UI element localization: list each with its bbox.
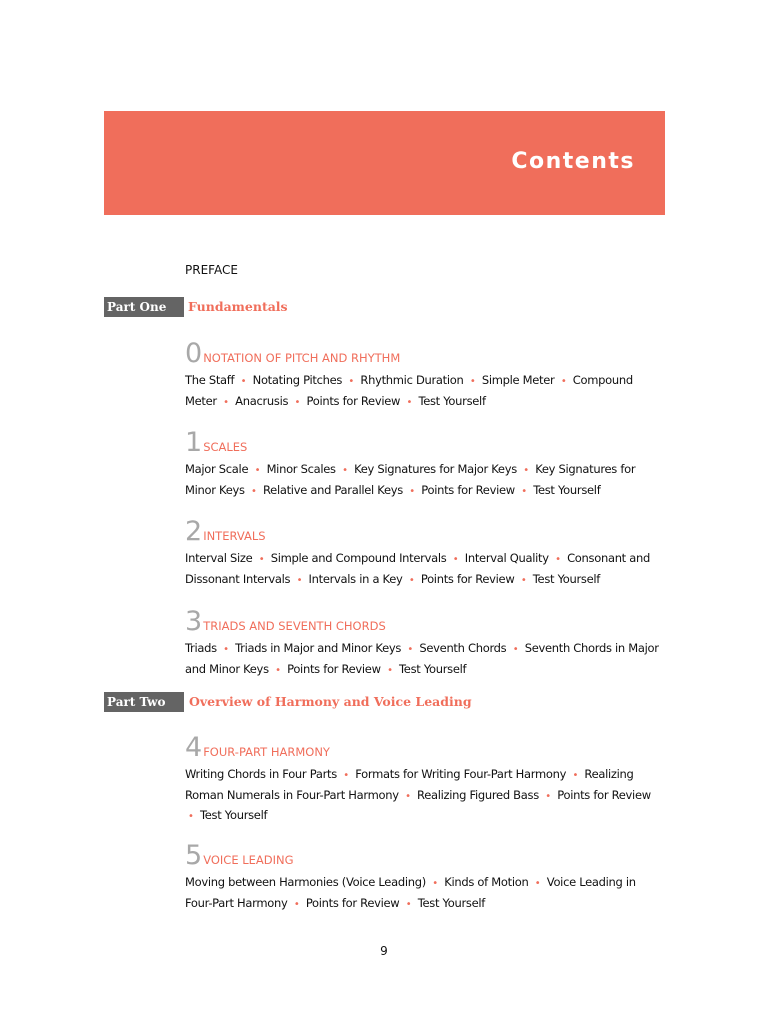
topic-link[interactable]: Voice Leading in Four-Part Harmony bbox=[185, 875, 636, 910]
chapter-topics bbox=[185, 460, 665, 501]
chapter-number: 2 bbox=[185, 516, 203, 547]
topic-link[interactable]: Triads bbox=[185, 641, 217, 655]
bullet-separator: • bbox=[251, 485, 257, 497]
topic-link[interactable]: Points for Review bbox=[557, 787, 651, 802]
chapter-title: SCALES bbox=[203, 440, 248, 454]
bullet-separator: • bbox=[555, 554, 561, 565]
page-title: Contents bbox=[511, 149, 635, 174]
chapter-heading[interactable] bbox=[185, 517, 665, 547]
topic-link[interactable]: Intervals in a Key bbox=[308, 571, 403, 586]
chapter-title: VOICE LEADING bbox=[203, 853, 294, 867]
bullet-separator: • bbox=[520, 574, 527, 586]
chapter-number: 5 bbox=[185, 840, 203, 871]
topic-link[interactable]: Simple and Compound Intervals bbox=[270, 551, 447, 565]
bullet-separator: • bbox=[405, 898, 412, 910]
chapter-topics bbox=[185, 765, 665, 827]
toc-chapter-1 bbox=[185, 428, 665, 501]
topic-link[interactable]: Test Yourself bbox=[533, 482, 601, 497]
chapter-topics bbox=[185, 549, 665, 590]
topic-link[interactable]: Points for Review bbox=[305, 895, 400, 910]
topic-link[interactable]: Points for Review bbox=[420, 571, 515, 586]
toc-entry-preface[interactable]: PREFACE bbox=[185, 263, 238, 277]
chapter-heading[interactable] bbox=[185, 733, 665, 763]
topic-link[interactable]: The Staff bbox=[185, 373, 235, 387]
bullet-separator: • bbox=[512, 644, 519, 655]
bullet-separator: • bbox=[348, 376, 355, 387]
topic-link[interactable]: Test Yourself bbox=[418, 393, 486, 408]
topic-link[interactable]: Moving between Harmonies (Voice Leading) bbox=[185, 875, 426, 889]
topic-link[interactable]: Rhythmic Duration bbox=[360, 373, 464, 387]
contents-banner bbox=[104, 111, 665, 215]
topic-link[interactable]: Compound Meter bbox=[185, 373, 633, 408]
chapter-title: FOUR-PART HARMONY bbox=[203, 745, 330, 759]
bullet-separator: • bbox=[406, 396, 413, 408]
topic-link[interactable]: Relative and Parallel Keys bbox=[263, 482, 403, 497]
bullet-separator: • bbox=[294, 396, 301, 408]
topic-link[interactable]: Key Signatures for Major Keys bbox=[354, 462, 517, 476]
bullet-separator: • bbox=[534, 878, 541, 889]
bullet-separator: • bbox=[342, 465, 348, 476]
bullet-separator: • bbox=[469, 376, 476, 387]
bullet-separator: • bbox=[407, 644, 414, 655]
chapter-number: 1 bbox=[185, 427, 203, 458]
topic-link[interactable]: Minor Scales bbox=[266, 462, 336, 476]
topic-link[interactable]: Realizing Roman Numerals in Four-Part Harmony bbox=[185, 767, 634, 802]
page-number: 9 bbox=[380, 944, 388, 958]
topic-link[interactable]: Test Yourself bbox=[399, 661, 467, 676]
bullet-separator: • bbox=[223, 644, 229, 655]
chapter-heading[interactable] bbox=[185, 607, 665, 637]
topic-link[interactable]: Triads in Major and Minor Keys bbox=[235, 641, 402, 655]
toc-chapter-5 bbox=[185, 841, 665, 914]
topic-link[interactable]: Consonant and Dissonant Intervals bbox=[185, 551, 650, 586]
bullet-separator: • bbox=[409, 485, 415, 497]
topic-link[interactable]: Points for Review bbox=[287, 661, 381, 676]
chapter-heading[interactable] bbox=[185, 339, 665, 369]
topic-link[interactable]: Writing Chords in Four Parts bbox=[185, 767, 337, 781]
bullet-separator: • bbox=[408, 574, 415, 586]
bullet-separator: • bbox=[240, 376, 247, 387]
topic-link[interactable]: Realizing Figured Bass bbox=[417, 787, 539, 802]
toc-chapter-3 bbox=[185, 607, 665, 680]
part-title[interactable]: Fundamentals bbox=[188, 299, 288, 314]
chapter-number: 4 bbox=[185, 732, 203, 763]
toc-chapter-0 bbox=[185, 339, 665, 412]
topic-link[interactable]: Test Yourself bbox=[199, 808, 268, 822]
bullet-separator: • bbox=[521, 485, 527, 497]
chapter-number: 0 bbox=[185, 338, 203, 369]
topic-link[interactable]: Anacrusis bbox=[235, 393, 289, 408]
bullet-separator: • bbox=[258, 554, 265, 565]
chapter-topics bbox=[185, 873, 665, 914]
bullet-separator: • bbox=[560, 376, 567, 387]
topic-link[interactable]: Test Yourself bbox=[417, 895, 486, 910]
chapter-number: 3 bbox=[185, 606, 203, 637]
bullet-separator: • bbox=[452, 554, 459, 565]
bullet-separator: • bbox=[343, 770, 349, 781]
bullet-separator: • bbox=[572, 770, 579, 781]
topic-link[interactable]: Key Signatures for Minor Keys bbox=[185, 462, 636, 497]
topic-link[interactable]: Seventh Chords bbox=[419, 641, 507, 655]
bullet-separator: • bbox=[545, 790, 551, 802]
topic-link[interactable]: Points for Review bbox=[306, 393, 401, 408]
bullet-separator: • bbox=[296, 574, 303, 586]
bullet-separator: • bbox=[523, 465, 529, 476]
bullet-separator: • bbox=[405, 790, 411, 802]
chapter-title: NOTATION OF PITCH AND RHYTHM bbox=[203, 351, 401, 365]
topic-link[interactable]: Test Yourself bbox=[532, 571, 601, 586]
topic-link[interactable]: Simple Meter bbox=[481, 373, 555, 387]
toc-chapter-2 bbox=[185, 517, 665, 590]
part-label: Part One bbox=[104, 297, 184, 317]
chapter-heading[interactable] bbox=[185, 841, 665, 871]
bullet-separator: • bbox=[387, 664, 393, 676]
topic-link[interactable]: Seventh Chords in Major and Minor Keys bbox=[185, 641, 659, 676]
topic-link[interactable]: Kinds of Motion bbox=[444, 875, 529, 889]
topic-link[interactable]: Major Scale bbox=[185, 462, 249, 476]
toc-chapter-4 bbox=[185, 733, 665, 827]
topic-link[interactable]: Interval Quality bbox=[464, 551, 549, 565]
chapter-topics bbox=[185, 639, 665, 680]
bullet-separator: • bbox=[293, 898, 300, 910]
part-label: Part Two bbox=[104, 692, 184, 712]
bullet-separator: • bbox=[275, 664, 281, 676]
chapter-title: TRIADS AND SEVENTH CHORDS bbox=[203, 619, 386, 633]
chapter-title: INTERVALS bbox=[203, 529, 266, 543]
topic-link[interactable]: Notating Pitches bbox=[252, 373, 343, 387]
bullet-separator: • bbox=[223, 396, 229, 408]
topic-link[interactable]: Formats for Writing Four-Part Harmony bbox=[355, 767, 567, 781]
chapter-topics bbox=[185, 371, 665, 412]
topic-link[interactable]: Interval Size bbox=[185, 551, 253, 565]
bullet-separator: • bbox=[432, 878, 438, 889]
topic-link[interactable]: Points for Review bbox=[421, 482, 515, 497]
part-title[interactable]: Overview of Harmony and Voice Leading bbox=[189, 694, 472, 709]
bullet-separator: • bbox=[254, 465, 261, 476]
chapter-heading[interactable] bbox=[185, 428, 665, 458]
bullet-separator: • bbox=[188, 811, 194, 822]
